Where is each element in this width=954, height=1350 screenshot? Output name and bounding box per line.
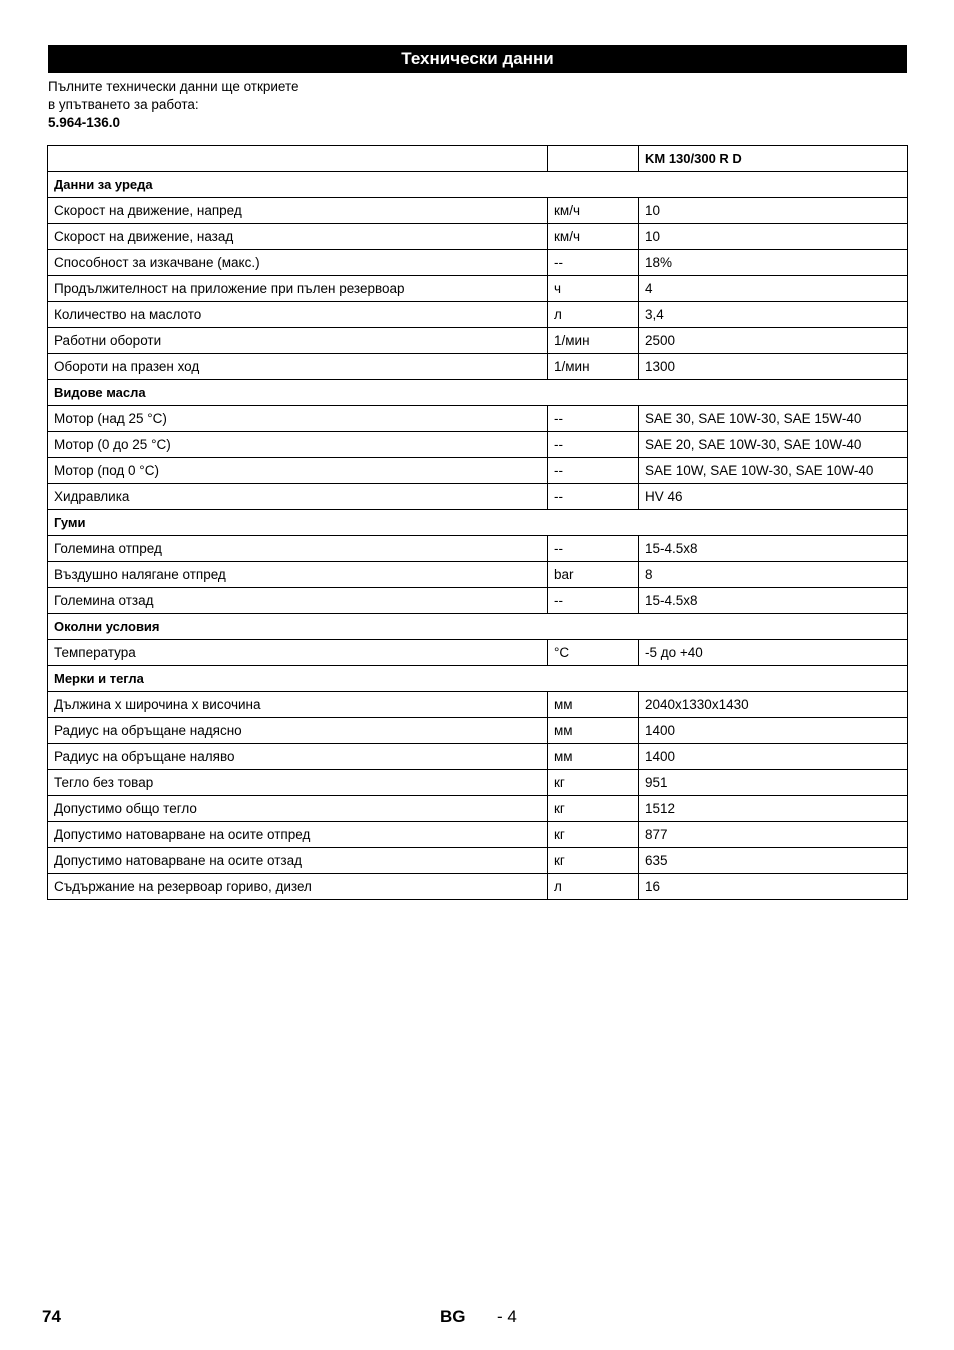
section-heading: Гуми — [48, 510, 908, 536]
row-unit-cell: км/ч — [548, 224, 639, 250]
row-value-cell: 1512 — [639, 796, 908, 822]
section-heading: Видове масла — [48, 380, 908, 406]
table-row — [48, 458, 908, 484]
table-section-row — [48, 510, 908, 536]
row-value-cell: SAE 20, SAE 10W-30, SAE 10W-40 — [639, 432, 908, 458]
table-row — [48, 588, 908, 614]
row-label-cell: Тегло без товар — [48, 770, 548, 796]
row-unit-cell: км/ч — [548, 198, 639, 224]
table-row — [48, 770, 908, 796]
section-heading: Данни за уреда — [48, 172, 908, 198]
table-row — [48, 198, 908, 224]
table-row — [48, 874, 908, 900]
row-value-cell: 16 — [639, 874, 908, 900]
table-row — [48, 536, 908, 562]
table-row — [48, 848, 908, 874]
table-row — [48, 406, 908, 432]
row-unit-cell: bar — [548, 562, 639, 588]
row-label-cell: Големина отпред — [48, 536, 548, 562]
row-label-cell: Скорост на движение, напред — [48, 198, 548, 224]
section-heading: Мерки и тегла — [48, 666, 908, 692]
table-row — [48, 302, 908, 328]
row-value-cell: 10 — [639, 198, 908, 224]
table-row — [48, 796, 908, 822]
row-label-cell: Количество на маслото — [48, 302, 548, 328]
row-unit-cell: кг — [548, 822, 639, 848]
table-row — [48, 822, 908, 848]
row-value-cell: 15-4.5x8 — [639, 588, 908, 614]
row-value-cell: 2040x1330x1430 — [639, 692, 908, 718]
intro-line-2: в упътването за работа: — [48, 97, 199, 112]
row-value-cell: 4 — [639, 276, 908, 302]
row-value-cell: SAE 10W, SAE 10W-30, SAE 10W-40 — [639, 458, 908, 484]
row-value-cell: 8 — [639, 562, 908, 588]
table-row — [48, 484, 908, 510]
intro-line-1: Пълните технически данни ще откриете — [48, 79, 299, 94]
row-label-cell: Продължителност на приложение при пълен резервоар — [48, 276, 548, 302]
row-label-cell: Големина отзад — [48, 588, 548, 614]
table-row — [48, 744, 908, 770]
page-title — [48, 45, 907, 73]
row-value-cell: -5 до +40 — [639, 640, 908, 666]
row-unit-cell: л — [548, 302, 639, 328]
row-label-cell: Температура — [48, 640, 548, 666]
row-label-cell: Обороти на празен ход — [48, 354, 548, 380]
row-value-cell: 1300 — [639, 354, 908, 380]
row-unit-cell: 1/мин — [548, 354, 639, 380]
footer-section-page: - 4 — [497, 1307, 517, 1326]
row-label-cell: Допустимо натоварване на осите отзад — [48, 848, 548, 874]
row-unit-cell: 1/мин — [548, 328, 639, 354]
row-label-cell: Радиус на обръщане надясно — [48, 718, 548, 744]
row-unit-cell: -- — [548, 484, 639, 510]
row-value-cell: 1400 — [639, 718, 908, 744]
row-unit-cell: -- — [548, 432, 639, 458]
technical-data-table — [47, 145, 908, 900]
row-unit-cell: кг — [548, 848, 639, 874]
table-section-row — [48, 380, 908, 406]
row-value-cell: 2500 — [639, 328, 908, 354]
table-row — [48, 640, 908, 666]
part-number: 5.964-136.0 — [48, 115, 121, 130]
table-row — [48, 718, 908, 744]
row-label-cell: Допустимо натоварване на осите отпред — [48, 822, 548, 848]
table-row — [48, 562, 908, 588]
row-value-cell: 3,4 — [639, 302, 908, 328]
row-unit-cell: мм — [548, 744, 639, 770]
row-label-cell: Скорост на движение, назад — [48, 224, 548, 250]
row-value-cell: HV 46 — [639, 484, 908, 510]
table-header-row — [48, 146, 908, 172]
page-title-text: Технически данни — [401, 49, 554, 68]
row-label-cell: Въздушно налягане отпред — [48, 562, 548, 588]
row-value-cell: 15-4.5x8 — [639, 536, 908, 562]
table-section-row — [48, 666, 908, 692]
table-body — [48, 146, 908, 900]
intro-text — [48, 78, 299, 132]
row-unit-cell: л — [548, 874, 639, 900]
row-label-cell: Мотор (под 0 °C) — [48, 458, 548, 484]
row-label-cell: Радиус на обръщане наляво — [48, 744, 548, 770]
row-value-cell: 18% — [639, 250, 908, 276]
table-row — [48, 250, 908, 276]
row-label-cell: Съдържание на резервоар гориво, дизел — [48, 874, 548, 900]
row-unit-cell: -- — [548, 536, 639, 562]
row-label-cell: Хидравлика — [48, 484, 548, 510]
footer-language: BG — [440, 1307, 466, 1326]
row-label-cell: Мотор (0 до 25 °C) — [48, 432, 548, 458]
row-unit-cell: ч — [548, 276, 639, 302]
table-row — [48, 432, 908, 458]
row-value-cell: 1400 — [639, 744, 908, 770]
row-unit-cell: -- — [548, 250, 639, 276]
row-unit-cell: кг — [548, 770, 639, 796]
row-value-cell: 951 — [639, 770, 908, 796]
table-row — [48, 328, 908, 354]
table-section-row — [48, 614, 908, 640]
row-value-cell: 877 — [639, 822, 908, 848]
row-value-cell: SAE 30, SAE 10W-30, SAE 15W-40 — [639, 406, 908, 432]
row-label-cell: Способност за изкачване (макс.) — [48, 250, 548, 276]
row-unit-cell: -- — [548, 458, 639, 484]
table-section-row — [48, 172, 908, 198]
row-value-cell: 10 — [639, 224, 908, 250]
row-unit-cell: мм — [548, 692, 639, 718]
row-unit-cell: кг — [548, 796, 639, 822]
footer-page-number: 74 — [42, 1307, 61, 1326]
table-row — [48, 276, 908, 302]
row-label-cell: Работни обороти — [48, 328, 548, 354]
row-unit-cell: °C — [548, 640, 639, 666]
row-unit-cell: мм — [548, 718, 639, 744]
section-heading: Околни условия — [48, 614, 908, 640]
row-value-cell: 635 — [639, 848, 908, 874]
header-model-cell: KM 130/300 R D — [639, 146, 908, 172]
table-row — [48, 224, 908, 250]
row-label-cell: Допустимо общо тегло — [48, 796, 548, 822]
header-unit-cell — [548, 146, 639, 172]
table-row — [48, 354, 908, 380]
row-unit-cell: -- — [548, 406, 639, 432]
row-unit-cell: -- — [548, 588, 639, 614]
table-row — [48, 692, 908, 718]
header-label-cell — [48, 146, 548, 172]
row-label-cell: Дължина x широчина x височина — [48, 692, 548, 718]
row-label-cell: Мотор (над 25 °C) — [48, 406, 548, 432]
